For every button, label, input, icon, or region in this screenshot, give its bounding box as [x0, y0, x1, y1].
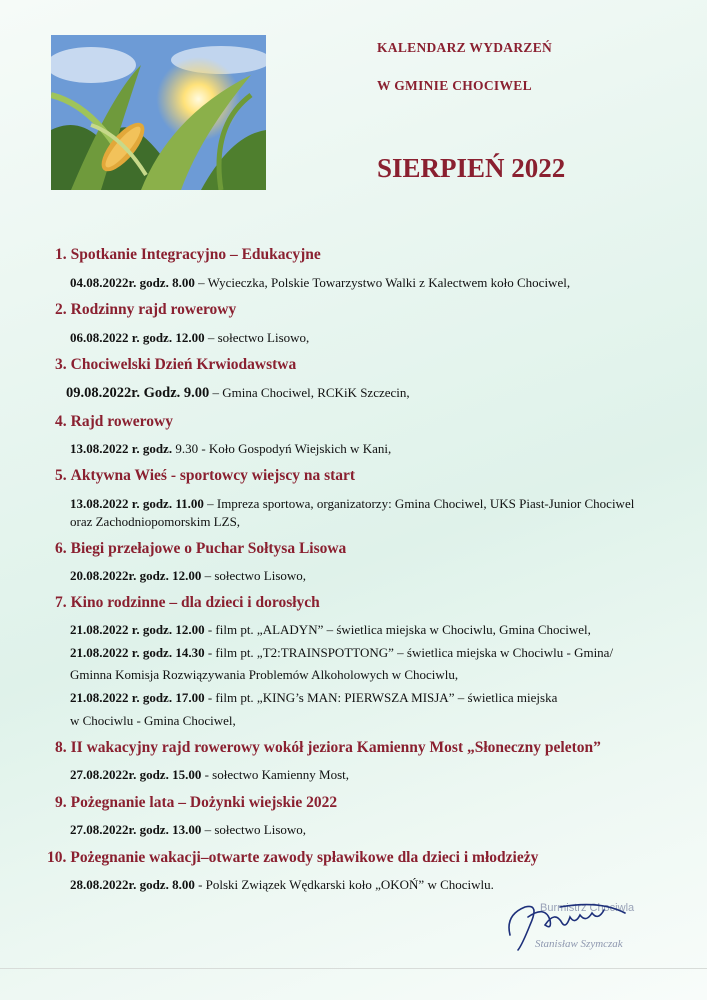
calendar-heading: KALENDARZ WYDARZEŃ	[377, 40, 553, 55]
event-detail: 04.08.2022r. godz. 8.00 – Wycieczka, Polskie Towarzystwo Walki z Kalectwem koło Chociwel,	[70, 275, 571, 290]
event-title: 6. Biegi przełajowe o Puchar Sołtysa Lisowa	[55, 540, 347, 557]
event-title: 9. Pożegnanie lata – Dożynki wiejskie 2022	[55, 794, 338, 811]
event-detail: 13.08.2022 r. godz. 11.00 – Impreza sportowa, organizatorzy: Gmina Chociwel, UKS Piast-Junior Chociwel	[70, 496, 635, 511]
event-detail: 21.08.2022 r. godz. 14.30 - film pt. „T2:TRAINSPOTTONG” – świetlica miejska w Chociwlu - Gmina/	[70, 645, 614, 660]
event-detail: oraz Zachodniopomorskim LZS,	[70, 514, 241, 529]
event-title: 2. Rodzinny rajd rowerowy	[55, 301, 237, 318]
page-bottom-edge	[0, 968, 707, 969]
event-title: 10. Pożegnanie wakacji–otwarte zawody spławikowe dla dzieci i młodzieży	[47, 849, 539, 866]
event-detail: 09.08.2022r. Godz. 9.00 – Gmina Chociwel, RCKiK Szczecin,	[66, 385, 410, 401]
event-detail: 21.08.2022 r. godz. 12.00 - film pt. „ALADYN” – świetlica miejska w Chociwlu, Gmina Chociwel,	[70, 622, 591, 637]
corn-photo-illustration	[51, 35, 266, 190]
handwritten-signature	[500, 895, 650, 955]
signature-name-stamp: Stanisław Szymczak	[535, 938, 623, 950]
event-detail: 21.08.2022 r. godz. 17.00 - film pt. „KING’s MAN: PIERWSZA MISJA” – świetlica miejska	[70, 690, 558, 705]
event-title: 1. Spotkanie Integracyjno – Edukacyjne	[55, 246, 321, 263]
event-title: 3. Chociwelski Dzień Krwiodawstwa	[55, 356, 297, 373]
event-detail: 28.08.2022r. godz. 8.00 - Polski Związek Wędkarski koło „OKOŃ” w Chociwlu.	[70, 877, 494, 892]
event-detail: 27.08.2022r. godz. 13.00 – sołectwo Lisowo,	[70, 822, 307, 837]
event-detail: 27.08.2022r. godz. 15.00 - sołectwo Kamienny Most,	[70, 767, 349, 782]
event-title: 5. Aktywna Wieś - sportowcy wiejscy na start	[55, 467, 356, 484]
event-detail: 13.08.2022 r. godz. 9.30 - Koło Gospodyń Wiejskich w Kani,	[70, 441, 392, 456]
month-title: SIERPIEŃ 2022	[377, 153, 566, 183]
corn-field-photo	[51, 35, 266, 190]
municipality-heading: W GMINIE CHOCIWEL	[377, 78, 532, 93]
event-title: 4. Rajd rowerowy	[55, 413, 173, 430]
signature-office-stamp: Burmistrz Chociwla	[540, 902, 635, 914]
event-detail: 06.08.2022 r. godz. 12.00 – sołectwo Lisowo,	[70, 330, 310, 345]
event-detail: Gminna Komisja Rozwiązywania Problemów Alkoholowych w Chociwlu,	[70, 667, 459, 682]
event-title: 7. Kino rodzinne – dla dzieci i dorosłych	[55, 594, 320, 611]
event-detail: 20.08.2022r. godz. 12.00 – sołectwo Lisowo,	[70, 568, 307, 583]
event-detail: w Chociwlu - Gmina Chociwel,	[70, 713, 236, 728]
event-title: 8. II wakacyjny rajd rowerowy wokół jeziora Kamienny Most „Słoneczny peleton”	[55, 739, 601, 756]
